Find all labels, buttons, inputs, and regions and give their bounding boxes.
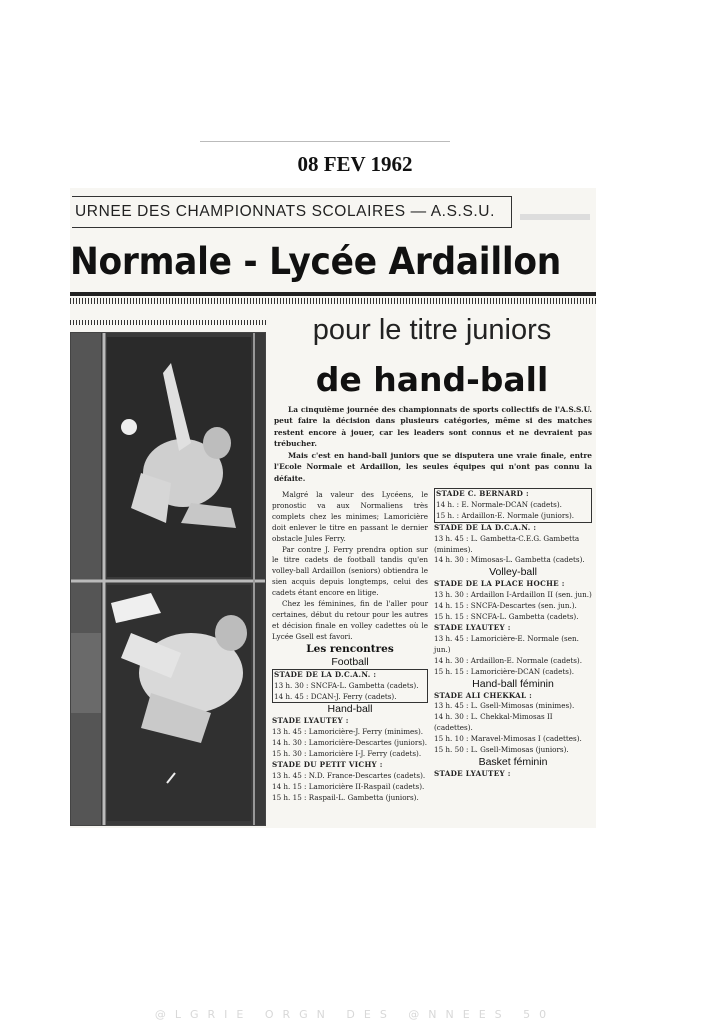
match-entry: 14 h. 30 : Ardaillon-E. Normale (cadets). [434, 655, 583, 665]
lead-text: La cinquième journée des championnats de sports collectifs de l'A.S.S.U. peut faire la décision dans plusieurs catégories, même si des matches restent encore à jouer, car les leaders sont connus et ne devraient pas trébucher. [274, 405, 592, 448]
rencontres-heading: Les rencontres [306, 642, 394, 655]
match-entry: 15 h. 15 : SNCFA-L. Gambetta (cadets). [434, 612, 579, 622]
body-text: Par contre J. Ferry prendra option sur le titre cadets de football tandis qu'en volley-ball Ardaillon (seniors) obtiendra le sien acquis depuis longtemps, celui des cadets étant encore en litige. [272, 544, 428, 598]
venue-name: STADE DU PETIT VICHY : [272, 760, 383, 770]
hand-ball-photo [70, 332, 266, 826]
sport-heading: Hand-ball [327, 703, 373, 716]
match-entry: 14 h. 30 : L. Chekkal-Mimosas II (cadettes). [434, 712, 553, 733]
bleed-through-text [520, 214, 590, 220]
match-entry: 13 h. 45 : L. Gsell-Mimosas (minimes). [434, 701, 575, 711]
match-entry: 13 h. 30 : Ardaillon I-Ardaillon II (sen. jun.) [434, 590, 592, 600]
archive-date-stamp: 08 FEV 1962 [297, 152, 413, 176]
match-entry: 15 h. 10 : Maravel-Mimosas I (cadettes). [434, 734, 582, 744]
sport-heading: Football [331, 655, 369, 668]
top-rule [200, 141, 450, 142]
match-entry: 13 h. 45 : N.D. France-Descartes (cadets). [272, 770, 426, 780]
body-column-1 [272, 490, 428, 804]
sport-heading: Hand-ball féminin [472, 677, 554, 690]
venue-block [272, 716, 428, 760]
sport-heading: Basket féminin [478, 755, 548, 768]
match-entry: 15 h. : Ardaillon-E. Normale (juniors). [436, 510, 575, 520]
venue-block [272, 669, 428, 704]
match-entry: 15 h. 15 : Raspail-L. Gambetta (juniors). [272, 792, 419, 802]
match-entry: 13 h. 45 : Lamoricière-E. Normale (sen. jun.) [434, 633, 579, 654]
venue-block [434, 579, 592, 623]
photo-image [71, 333, 266, 826]
subheadline-line1: pour le titre juniors [312, 314, 552, 346]
match-entry: 14 h. 15 : SNCFA-Descartes (sen. jun.). [434, 601, 577, 611]
match-entry: 15 h. 30 : Lamoricière I-J. Ferry (cadets). [272, 749, 422, 759]
match-entry: 14 h. 30 : Mimosas-L. Gambetta (cadets). [434, 555, 585, 565]
venue-block [434, 523, 592, 567]
headline-hatch-rule [70, 298, 596, 304]
lead-paragraph [274, 404, 592, 485]
match-entry: 13 h. 30 : SNCFA-L. Gambetta (cadets). [274, 680, 419, 690]
venue-name: STADE ALI CHEKKAL : [434, 690, 533, 700]
venue-block [434, 769, 592, 780]
body-text: Chez les féminines, fin de l'aller pour certaines, début du retour pour les autres et décision finale en volley cadettes où le Lycée Gsell est favori. [272, 599, 428, 641]
venue-block [434, 623, 592, 678]
match-entry: 15 h. 15 : Lamoricière-DCAN (cadets). [434, 666, 575, 676]
body-column-2 [434, 488, 592, 780]
venue-name: STADE DE LA D.C.A.N. : [434, 522, 537, 532]
headline-rule [70, 292, 596, 296]
schedule-list [434, 488, 592, 780]
body-text: Malgré la valeur des Lycéens, le pronostic va aux Normaliens très complets chez les minimes; Lamoricière doit enlever le titre en passant le dernier obstacle Jules Ferry. [272, 490, 428, 543]
match-entry: 13 h. 45 : L. Gambetta-C.E.G. Gambetta (minimes). [434, 533, 580, 554]
venue-block [434, 691, 592, 756]
lead-text: Mais c'est en hand-ball juniors que se disputera une vraie finale, entre l'Ecole Normale et Ardaillon, les seules équipes qui n'ont pas connu la défaite. [274, 451, 592, 483]
venue-name: STADE DE LA PLACE HOCHE : [434, 579, 565, 589]
venue-block [434, 488, 592, 523]
subheadline-line2: de hand-ball [315, 360, 549, 399]
kicker-banner: URNEE DES CHAMPIONNATS SCOLAIRES — A.S.S.U. [72, 196, 512, 228]
match-entry: 14 h. 45 : DCAN-J. Ferry (cadets). [274, 691, 397, 701]
schedule-list [272, 656, 428, 804]
venue-name: STADE LYAUTEY : [434, 768, 511, 778]
archive-watermark: @LGRIE ORGN DES @NNEES 50 [154, 1008, 556, 1021]
match-entry: 13 h. 45 : Lamoricière-J. Ferry (minimes). [272, 727, 424, 737]
match-entry: 15 h. 50 : L. Gsell-Mimosas (juniors). [434, 745, 569, 755]
match-entry: 14 h. : E. Normale-DCAN (cadets). [436, 499, 562, 509]
match-entry: 14 h. 15 : Lamoricière II-Raspail (cadets). [272, 781, 425, 791]
venue-name: STADE LYAUTEY : [434, 622, 511, 632]
venue-name: STADE C. BERNARD : [436, 489, 529, 498]
sport-heading: Volley-ball [489, 566, 537, 579]
venue-name: STADE LYAUTEY : [272, 716, 349, 726]
photo-hatch-rule [70, 320, 266, 325]
venue-name: STADE DE LA D.C.A.N. : [274, 669, 377, 679]
venue-block [272, 760, 428, 804]
match-entry: 14 h. 30 : Lamoricière-Descartes (juniors). [272, 738, 428, 748]
headline: Normale - Lycée Ardaillon [70, 240, 561, 283]
